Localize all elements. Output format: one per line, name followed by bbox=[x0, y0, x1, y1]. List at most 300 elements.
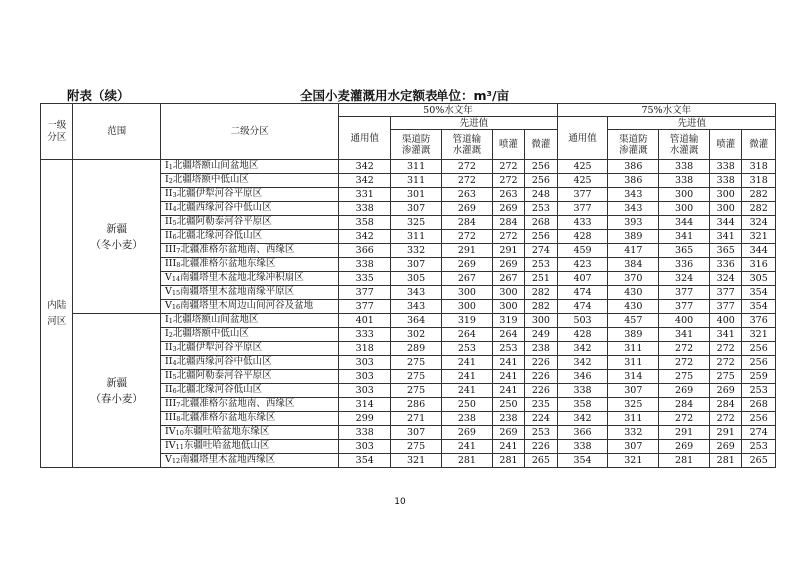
page-number: 10 bbox=[394, 497, 406, 507]
value-cell: 343 bbox=[608, 188, 659, 202]
value-cell: 253 bbox=[525, 258, 557, 272]
zone-numeral: II bbox=[164, 216, 173, 227]
value-cell: 259 bbox=[742, 370, 776, 384]
zone-cell bbox=[160, 342, 338, 356]
value-cell: 307 bbox=[391, 202, 442, 216]
header-micro-50: 微灌 bbox=[525, 130, 557, 160]
zone-cell bbox=[160, 230, 338, 244]
value-cell: 265 bbox=[525, 454, 557, 468]
value-cell: 324 bbox=[710, 272, 742, 286]
zone-name: 北疆塔额山间盆地区 bbox=[172, 160, 259, 171]
value-cell: 267 bbox=[492, 272, 524, 286]
value-cell: 300 bbox=[441, 300, 492, 314]
value-cell: 338 bbox=[339, 426, 391, 440]
value-cell: 343 bbox=[391, 286, 442, 300]
value-cell: 272 bbox=[492, 230, 524, 244]
value-cell: 316 bbox=[742, 258, 776, 272]
zone-name: 北疆北缘河谷低山区 bbox=[176, 230, 263, 241]
zone-cell bbox=[160, 412, 338, 426]
value-cell: 344 bbox=[742, 244, 776, 258]
value-cell: 303 bbox=[339, 440, 391, 454]
value-cell: 300 bbox=[710, 202, 742, 216]
zone-subscript: 6 bbox=[172, 387, 177, 395]
value-cell: 335 bbox=[339, 272, 391, 286]
value-cell: 269 bbox=[441, 426, 492, 440]
value-cell: 300 bbox=[659, 202, 710, 216]
value-cell: 241 bbox=[441, 384, 492, 398]
zone-numeral: IV bbox=[164, 440, 176, 451]
value-cell: 343 bbox=[391, 300, 442, 314]
header-year75: 75%水文年 bbox=[557, 104, 775, 117]
value-cell: 272 bbox=[441, 160, 492, 174]
zone-subscript: 5 bbox=[172, 219, 177, 227]
value-cell: 269 bbox=[710, 384, 742, 398]
value-cell: 272 bbox=[710, 356, 742, 370]
value-cell: 311 bbox=[391, 230, 442, 244]
value-cell: 248 bbox=[525, 188, 557, 202]
value-cell: 282 bbox=[525, 286, 557, 300]
value-cell: 344 bbox=[710, 216, 742, 230]
zone-name: 北疆伊犁河谷平原区 bbox=[176, 342, 263, 353]
value-cell: 291 bbox=[492, 244, 524, 258]
zone-cell bbox=[160, 258, 338, 272]
value-cell: 341 bbox=[659, 230, 710, 244]
zone-cell bbox=[160, 300, 338, 314]
zone-cell bbox=[160, 454, 338, 468]
value-cell: 389 bbox=[608, 230, 659, 244]
value-cell: 474 bbox=[557, 286, 608, 300]
value-cell: 342 bbox=[339, 174, 391, 188]
zone-subscript: 8 bbox=[176, 415, 181, 423]
value-cell: 338 bbox=[339, 202, 391, 216]
value-cell: 311 bbox=[608, 412, 659, 426]
zone-subscript: 11 bbox=[175, 443, 184, 451]
value-cell: 269 bbox=[710, 440, 742, 454]
value-cell: 311 bbox=[608, 356, 659, 370]
zone-numeral: II bbox=[164, 202, 173, 213]
value-cell: 275 bbox=[659, 370, 710, 384]
level1-region-cell: 内陆 河区 bbox=[41, 160, 73, 468]
value-cell: 241 bbox=[441, 370, 492, 384]
value-cell: 305 bbox=[391, 272, 442, 286]
zone-name: 北疆塔额中低山区 bbox=[172, 174, 249, 185]
value-cell: 342 bbox=[339, 160, 391, 174]
value-cell: 256 bbox=[525, 230, 557, 244]
value-cell: 226 bbox=[525, 384, 557, 398]
value-cell: 268 bbox=[742, 398, 776, 412]
value-cell: 271 bbox=[391, 412, 442, 426]
zone-numeral: II bbox=[164, 188, 173, 199]
zone-numeral: III bbox=[164, 244, 177, 255]
value-cell: 275 bbox=[391, 370, 442, 384]
zone-cell bbox=[160, 328, 338, 342]
value-cell: 307 bbox=[608, 440, 659, 454]
value-cell: 376 bbox=[742, 314, 776, 328]
value-cell: 256 bbox=[525, 174, 557, 188]
value-cell: 358 bbox=[557, 398, 608, 412]
value-cell: 457 bbox=[608, 314, 659, 328]
zone-subscript: 6 bbox=[172, 233, 177, 241]
value-cell: 226 bbox=[525, 356, 557, 370]
value-cell: 300 bbox=[492, 286, 524, 300]
value-cell: 366 bbox=[557, 426, 608, 440]
zone-cell bbox=[160, 440, 338, 454]
zone-name: 东疆吐哈盆地东缘区 bbox=[183, 426, 270, 437]
value-cell: 241 bbox=[492, 384, 524, 398]
value-cell: 342 bbox=[557, 412, 608, 426]
value-cell: 354 bbox=[339, 454, 391, 468]
value-cell: 321 bbox=[608, 454, 659, 468]
value-cell: 377 bbox=[659, 286, 710, 300]
value-cell: 365 bbox=[710, 244, 742, 258]
value-cell: 302 bbox=[391, 328, 442, 342]
value-cell: 393 bbox=[608, 216, 659, 230]
value-cell: 346 bbox=[557, 370, 608, 384]
value-cell: 269 bbox=[441, 258, 492, 272]
value-cell: 275 bbox=[391, 384, 442, 398]
value-cell: 366 bbox=[339, 244, 391, 258]
value-cell: 401 bbox=[339, 314, 391, 328]
header-general-75: 通用值 bbox=[557, 117, 608, 160]
value-cell: 338 bbox=[339, 258, 391, 272]
value-cell: 319 bbox=[441, 314, 492, 328]
value-cell: 325 bbox=[608, 398, 659, 412]
value-cell: 253 bbox=[742, 440, 776, 454]
value-cell: 389 bbox=[608, 328, 659, 342]
value-cell: 338 bbox=[557, 384, 608, 398]
zone-numeral: III bbox=[164, 398, 177, 409]
value-cell: 386 bbox=[608, 174, 659, 188]
value-cell: 256 bbox=[742, 356, 776, 370]
value-cell: 377 bbox=[710, 300, 742, 314]
zone-numeral: II bbox=[164, 356, 173, 367]
value-cell: 268 bbox=[525, 216, 557, 230]
value-cell: 341 bbox=[710, 328, 742, 342]
zone-cell bbox=[160, 356, 338, 370]
zone-numeral: III bbox=[164, 258, 177, 269]
value-cell: 274 bbox=[742, 426, 776, 440]
scope-cell: 新疆 （冬小麦） bbox=[73, 160, 161, 314]
zone-subscript: 10 bbox=[175, 429, 184, 437]
value-cell: 264 bbox=[492, 328, 524, 342]
value-cell: 274 bbox=[525, 244, 557, 258]
value-cell: 275 bbox=[391, 440, 442, 454]
value-cell: 377 bbox=[339, 300, 391, 314]
value-cell: 321 bbox=[391, 454, 442, 468]
value-cell: 344 bbox=[659, 216, 710, 230]
value-cell: 377 bbox=[659, 300, 710, 314]
value-cell: 250 bbox=[492, 398, 524, 412]
zone-subscript: 1 bbox=[168, 317, 173, 325]
value-cell: 321 bbox=[742, 328, 776, 342]
value-cell: 336 bbox=[710, 258, 742, 272]
value-cell: 256 bbox=[742, 412, 776, 426]
value-cell: 289 bbox=[391, 342, 442, 356]
header-spray-75: 喷灌 bbox=[710, 130, 742, 160]
value-cell: 238 bbox=[525, 342, 557, 356]
value-cell: 263 bbox=[441, 188, 492, 202]
zone-cell bbox=[160, 160, 338, 174]
table-row bbox=[41, 160, 776, 174]
zone-cell bbox=[160, 384, 338, 398]
value-cell: 286 bbox=[391, 398, 442, 412]
value-cell: 318 bbox=[742, 160, 776, 174]
value-cell: 338 bbox=[710, 160, 742, 174]
value-cell: 341 bbox=[659, 328, 710, 342]
value-cell: 284 bbox=[710, 398, 742, 412]
value-cell: 318 bbox=[339, 342, 391, 356]
value-cell: 305 bbox=[742, 272, 776, 286]
value-cell: 307 bbox=[608, 384, 659, 398]
value-cell: 284 bbox=[659, 398, 710, 412]
value-cell: 253 bbox=[742, 384, 776, 398]
value-cell: 314 bbox=[339, 398, 391, 412]
table-head bbox=[41, 104, 776, 160]
zone-name: 东疆吐哈盆地低山区 bbox=[183, 440, 270, 451]
value-cell: 299 bbox=[339, 412, 391, 426]
zone-name: 北疆阿勒泰河谷平原区 bbox=[176, 216, 272, 227]
value-cell: 269 bbox=[492, 202, 524, 216]
zone-name: 南疆塔里木盆地北缘冲积扇区 bbox=[180, 272, 304, 283]
zone-name: 北疆准格尔盆地东缘区 bbox=[180, 258, 276, 269]
value-cell: 377 bbox=[710, 286, 742, 300]
zone-subscript: 14 bbox=[171, 275, 181, 283]
value-cell: 241 bbox=[492, 356, 524, 370]
header-pipe-50: 管道输 水灌溉 bbox=[441, 130, 492, 160]
value-cell: 338 bbox=[557, 440, 608, 454]
header-advanced-75: 先进值 bbox=[608, 117, 776, 130]
value-cell: 386 bbox=[608, 160, 659, 174]
value-cell: 333 bbox=[339, 328, 391, 342]
value-cell: 331 bbox=[339, 188, 391, 202]
value-cell: 281 bbox=[492, 454, 524, 468]
value-cell: 269 bbox=[659, 384, 710, 398]
table-row bbox=[41, 314, 776, 328]
zone-name: 北疆伊犁河谷平原区 bbox=[176, 188, 263, 199]
value-cell: 358 bbox=[339, 216, 391, 230]
header-micro-75: 微灌 bbox=[742, 130, 776, 160]
zone-cell bbox=[160, 216, 338, 230]
value-cell: 318 bbox=[742, 174, 776, 188]
value-cell: 238 bbox=[492, 412, 524, 426]
value-cell: 291 bbox=[659, 426, 710, 440]
zone-subscript: 7 bbox=[176, 247, 181, 255]
header-level1: 一级 分区 bbox=[41, 104, 73, 160]
header-general-50: 通用值 bbox=[339, 117, 391, 160]
value-cell: 282 bbox=[742, 188, 776, 202]
value-cell: 282 bbox=[742, 202, 776, 216]
value-cell: 265 bbox=[742, 454, 776, 468]
zone-numeral: V bbox=[164, 300, 172, 311]
value-cell: 428 bbox=[557, 328, 608, 342]
zone-numeral: II bbox=[164, 230, 173, 241]
zone-subscript: 3 bbox=[172, 345, 177, 353]
value-cell: 354 bbox=[742, 300, 776, 314]
value-cell: 314 bbox=[608, 370, 659, 384]
zone-subscript: 2 bbox=[168, 177, 173, 185]
zone-name: 北疆塔额山间盆地区 bbox=[172, 314, 259, 325]
value-cell: 377 bbox=[557, 202, 608, 216]
value-cell: 224 bbox=[525, 412, 557, 426]
header-zone: 二级分区 bbox=[160, 104, 338, 160]
value-cell: 241 bbox=[441, 440, 492, 454]
value-cell: 282 bbox=[525, 300, 557, 314]
value-cell: 311 bbox=[608, 342, 659, 356]
value-cell: 272 bbox=[492, 174, 524, 188]
value-cell: 238 bbox=[441, 412, 492, 426]
value-cell: 250 bbox=[441, 398, 492, 412]
value-cell: 377 bbox=[557, 188, 608, 202]
value-cell: 272 bbox=[492, 160, 524, 174]
zone-cell bbox=[160, 426, 338, 440]
zone-numeral: I bbox=[164, 314, 169, 325]
value-cell: 300 bbox=[525, 314, 557, 328]
value-cell: 269 bbox=[441, 202, 492, 216]
value-cell: 423 bbox=[557, 258, 608, 272]
value-cell: 272 bbox=[710, 342, 742, 356]
zone-name: 北疆北缘河谷低山区 bbox=[176, 384, 263, 395]
zone-name: 北疆准格尔盆地南、西缘区 bbox=[180, 398, 295, 409]
zone-numeral: II bbox=[164, 370, 173, 381]
value-cell: 425 bbox=[557, 160, 608, 174]
value-cell: 241 bbox=[492, 370, 524, 384]
value-cell: 377 bbox=[339, 286, 391, 300]
value-cell: 303 bbox=[339, 356, 391, 370]
page-header bbox=[0, 86, 800, 102]
value-cell: 303 bbox=[339, 384, 391, 398]
value-cell: 281 bbox=[659, 454, 710, 468]
value-cell: 370 bbox=[608, 272, 659, 286]
quota-table bbox=[40, 103, 776, 468]
zone-subscript: 5 bbox=[172, 373, 177, 381]
scope-cell: 新疆 （春小麦） bbox=[73, 314, 161, 468]
value-cell: 249 bbox=[525, 328, 557, 342]
value-cell: 251 bbox=[525, 272, 557, 286]
zone-subscript: 16 bbox=[171, 303, 181, 311]
zone-numeral: V bbox=[164, 286, 172, 297]
value-cell: 311 bbox=[391, 160, 442, 174]
value-cell: 342 bbox=[557, 356, 608, 370]
value-cell: 267 bbox=[441, 272, 492, 286]
zone-name: 北疆塔额中低山区 bbox=[172, 328, 249, 339]
value-cell: 341 bbox=[710, 230, 742, 244]
zone-subscript: 15 bbox=[171, 289, 181, 297]
header-advanced-50: 先进值 bbox=[391, 117, 557, 130]
appendix-label: 附表（续） bbox=[67, 88, 130, 103]
value-cell: 281 bbox=[441, 454, 492, 468]
zone-cell bbox=[160, 398, 338, 412]
value-cell: 311 bbox=[391, 174, 442, 188]
value-cell: 300 bbox=[710, 188, 742, 202]
zone-name: 南疆塔里木盆地西缘区 bbox=[180, 454, 276, 465]
value-cell: 400 bbox=[710, 314, 742, 328]
value-cell: 300 bbox=[441, 286, 492, 300]
value-cell: 459 bbox=[557, 244, 608, 258]
value-cell: 272 bbox=[659, 412, 710, 426]
table-body bbox=[41, 160, 776, 468]
value-cell: 281 bbox=[710, 454, 742, 468]
value-cell: 307 bbox=[391, 426, 442, 440]
value-cell: 307 bbox=[391, 258, 442, 272]
value-cell: 338 bbox=[710, 174, 742, 188]
value-cell: 342 bbox=[557, 342, 608, 356]
value-cell: 226 bbox=[525, 440, 557, 454]
value-cell: 272 bbox=[659, 356, 710, 370]
value-cell: 433 bbox=[557, 216, 608, 230]
zone-name: 北疆准格尔盆地南、西缘区 bbox=[180, 244, 295, 255]
value-cell: 332 bbox=[608, 426, 659, 440]
value-cell: 474 bbox=[557, 300, 608, 314]
value-cell: 253 bbox=[492, 342, 524, 356]
zone-numeral: III bbox=[164, 412, 177, 423]
value-cell: 300 bbox=[492, 300, 524, 314]
zone-cell bbox=[160, 286, 338, 300]
value-cell: 365 bbox=[659, 244, 710, 258]
zone-name: 北疆准格尔盆地东缘区 bbox=[180, 412, 276, 423]
value-cell: 269 bbox=[492, 426, 524, 440]
zone-name: 北疆阿勒泰河谷平原区 bbox=[176, 370, 272, 381]
value-cell: 343 bbox=[608, 202, 659, 216]
zone-cell bbox=[160, 202, 338, 216]
zone-cell bbox=[160, 272, 338, 286]
header-scope: 范围 bbox=[73, 104, 161, 160]
zone-numeral: IV bbox=[164, 426, 176, 437]
value-cell: 253 bbox=[525, 426, 557, 440]
value-cell: 303 bbox=[339, 370, 391, 384]
zone-name: 南疆塔里木盆地南缘平原区 bbox=[180, 286, 295, 297]
value-cell: 291 bbox=[710, 426, 742, 440]
zone-numeral: I bbox=[164, 174, 169, 185]
value-cell: 430 bbox=[608, 286, 659, 300]
value-cell: 284 bbox=[441, 216, 492, 230]
zone-subscript: 1 bbox=[168, 163, 173, 171]
value-cell: 407 bbox=[557, 272, 608, 286]
value-cell: 256 bbox=[742, 342, 776, 356]
value-cell: 272 bbox=[710, 412, 742, 426]
value-cell: 275 bbox=[391, 356, 442, 370]
zone-name: 南疆塔里木周边山间河谷及盆地 bbox=[180, 300, 314, 311]
value-cell: 272 bbox=[441, 230, 492, 244]
zone-numeral: I bbox=[164, 160, 169, 171]
unit-label: 单位：m³/亩 bbox=[436, 88, 510, 103]
value-cell: 275 bbox=[710, 370, 742, 384]
value-cell: 256 bbox=[525, 160, 557, 174]
value-cell: 269 bbox=[659, 440, 710, 454]
value-cell: 325 bbox=[391, 216, 442, 230]
value-cell: 263 bbox=[492, 188, 524, 202]
value-cell: 425 bbox=[557, 174, 608, 188]
value-cell: 342 bbox=[339, 230, 391, 244]
zone-cell bbox=[160, 370, 338, 384]
value-cell: 338 bbox=[659, 174, 710, 188]
value-cell: 332 bbox=[391, 244, 442, 258]
zone-numeral: V bbox=[164, 454, 172, 465]
value-cell: 241 bbox=[441, 356, 492, 370]
zone-numeral: V bbox=[164, 272, 172, 283]
value-cell: 338 bbox=[659, 160, 710, 174]
header-year50: 50%水文年 bbox=[339, 104, 557, 117]
value-cell: 324 bbox=[659, 272, 710, 286]
table-title: 全国小麦灌溉用水定额表 bbox=[300, 88, 438, 103]
zone-subscript: 4 bbox=[172, 359, 177, 367]
value-cell: 284 bbox=[492, 216, 524, 230]
value-cell: 291 bbox=[441, 244, 492, 258]
zone-subscript: 2 bbox=[168, 331, 173, 339]
value-cell: 321 bbox=[742, 230, 776, 244]
header-pipe-75: 管道输 水灌溉 bbox=[659, 130, 710, 160]
value-cell: 300 bbox=[659, 188, 710, 202]
zone-numeral: II bbox=[164, 384, 173, 395]
